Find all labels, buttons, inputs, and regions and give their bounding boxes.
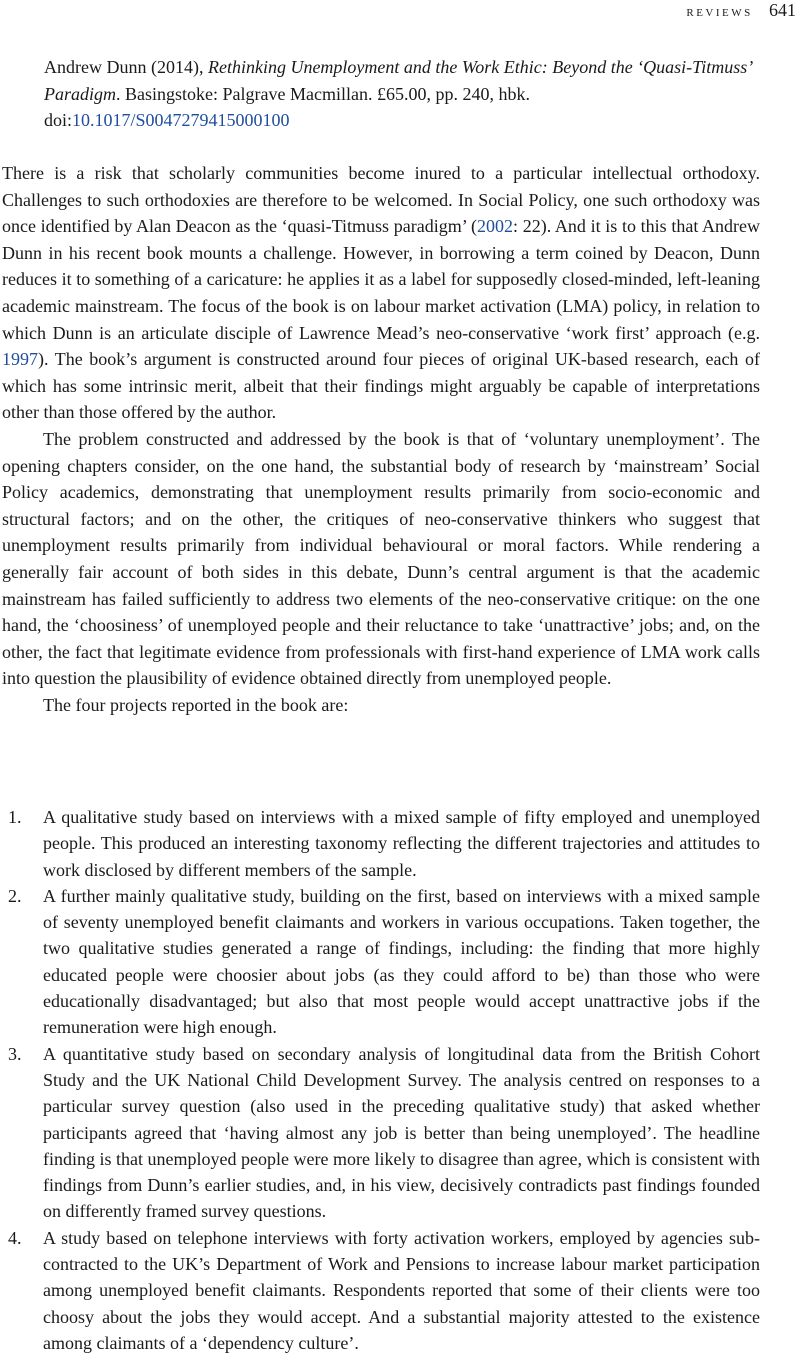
list-item-text: A further mainly qualitative study, building on the first, based on interviews with a mixed sample of seventy unemployed benefit claimants and workers in various occupations. Taken together, the two qualitative studies generated a range of findings, including: the finding that more highly educated people were choosier about jobs (as they could afford to be) than those who were educationally disadvantaged; but also that most people would accept unattractive jobs if the remuneration were high enough. <box>43 885 760 1038</box>
reference-link-2002[interactable]: 2002 <box>477 216 514 237</box>
running-head-section: reviews <box>686 4 753 20</box>
page-number: 641 <box>769 0 796 20</box>
list-item-number: 2. <box>8 885 22 906</box>
list-item-text: A study based on telephone interviews with forty activation workers, employed by agencies sub-contracted to the UK’s Department of Work and Pensions to increase labour market participation among unemployed benefit claimants. Respondents reported that some of their clients were too choosy about the jobs they would accept. And a substantial majority attested to the existence among claimants of a ‘dependency culture’. <box>43 1227 760 1353</box>
paragraph-2: The problem constructed and addressed by the book is that of ‘voluntary unemployment’. The opening chapters consider, on the one hand, the substantial body of research by ‘mainstream’ Social Policy academics, demonstrating that unemployment results primarily from socio-economic and structural factors; and on the other, the critiques of neo-conservative thinkers who suggest that unemployment results primarily from individual behavioural or moral factors. While rendering a generally fair account of both sides in this debate, Dunn’s central argument is that the academic mainstream has failed sufficiently to address two elements of the neo-conservative critique: on the one hand, the ‘choosiness’ of unemployed people and their reluctance to take ‘unattractive’ jobs; and, on the other, the fact that legitimate evidence from professionals with first-hand experience of LMA work calls into question the plausibility of evidence obtained directly from unemployed people. <box>2 428 760 689</box>
citation-doi-link[interactable]: 10.1017/S0047279415000100 <box>72 110 290 130</box>
book-citation <box>44 54 760 134</box>
list-item <box>2 804 760 883</box>
paragraph-1-part-a: There is a risk that scholarly communities become inured to a particular intellectual orthodoxy. Challenges to such orthodoxies are therefore to be welcomed. In Social Policy, one such orthodoxy was once identified by Alan Deacon as the ‘quasi-Titmuss paradigm’ ( <box>2 163 760 237</box>
running-head <box>686 0 796 22</box>
list-item-number: 4. <box>8 1227 22 1248</box>
list-item-text: A qualitative study based on interviews with a mixed sample of fifty employed and unemployed people. This produced an interesting taxonomy reflecting the different trajectories and attitudes to work disclosed by different members of the sample. <box>43 807 760 880</box>
paragraph-1-part-c: ). The book’s argument is constructed around four pieces of original UK-based research, each of which has some intrinsic merit, albeit that their findings might arguably be capable of interpretations other than those offered by the author. <box>2 349 760 423</box>
review-body <box>2 160 760 718</box>
citation-publisher-info: . Basingstoke: Palgrave Macmillan. £65.00, pp. 240, hbk. <box>116 83 530 104</box>
citation-doi-label: doi: <box>44 110 73 130</box>
paragraph-1-part-b: : 22). And it is to this that Andrew Dunn in his recent book mounts a challenge. However, in borrowing a term coined by Deacon, Dunn reduces it to something of a caricature: he applies it as a label for supposedly closed-minded, left-leaning academic mainstream. The focus of the book is on labour market activation (LMA) policy, in relation to which Dunn is an articulate disciple of Lawrence Mead’s neo-conservative ‘work first’ approach (e.g. <box>2 216 761 343</box>
list-item <box>2 1225 760 1356</box>
projects-list <box>2 804 760 1356</box>
list-item-number: 3. <box>8 1043 22 1064</box>
reference-link-1997[interactable]: 1997 <box>2 349 38 370</box>
list-item-text: A quantitative study based on secondary analysis of longitudinal data from the British Cohort Study and the UK National Child Development Survey. The analysis centred on responses to a particular survey question (also used in the preceding qualitative study) that asked whether participants agreed that ‘having almost any job is better than being unemployed’. The headline finding is that unemployed people were more likely to disagree than agree, which is consistent with findings from Dunn’s earlier studies, and, in his view, decisively contradicts past findings founded on differently framed survey questions. <box>43 1043 760 1222</box>
paragraph-1 <box>2 160 760 426</box>
citation-author-year: Andrew Dunn (2014), <box>44 57 208 77</box>
citation-book-title: Rethinking Unemployment and the Work Ethic: Beyond the ‘Quasi-Titmuss’ Paradigm <box>44 57 752 104</box>
list-item-number: 1. <box>8 807 22 827</box>
paragraph-3: The four projects reported in the book are: <box>43 694 349 715</box>
list-item <box>2 883 760 1041</box>
list-item <box>2 1041 760 1225</box>
